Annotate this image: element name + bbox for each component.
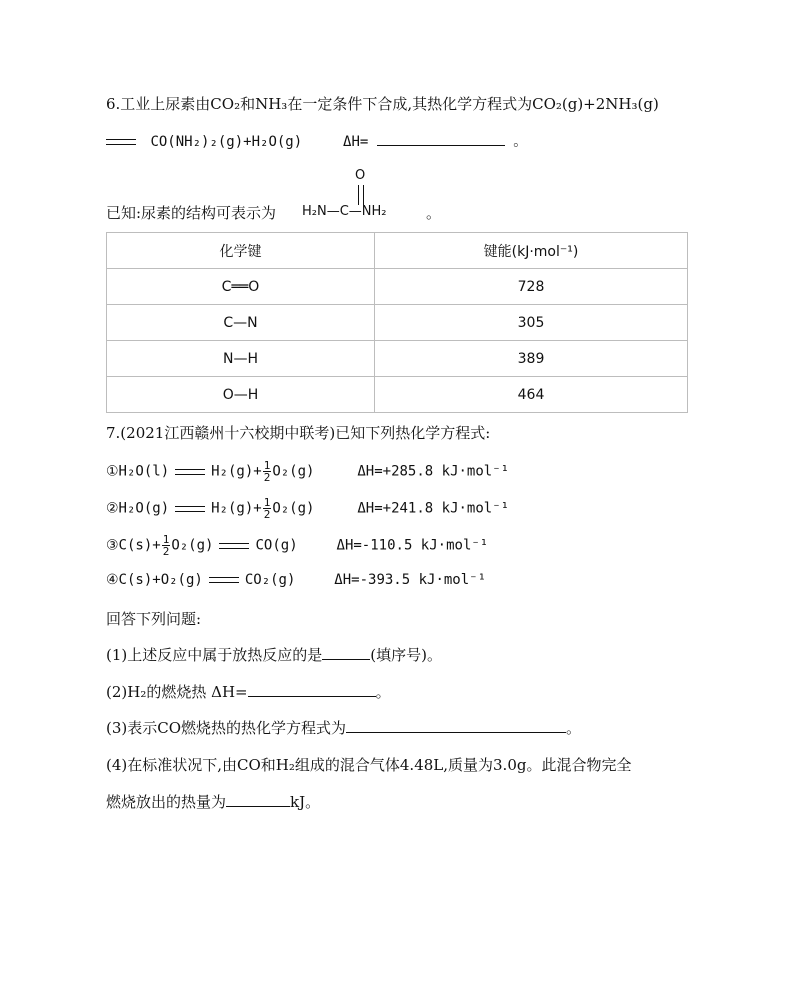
table-row xyxy=(107,305,688,341)
eq3-delta-h: ΔH=-110.5 kJ·mol⁻¹ xyxy=(336,537,489,554)
q6-text: 6.工业上尿素由CO₂和NH₃在一定条件下合成,其热化学方程式为CO₂(g)+2NH₃(g) xyxy=(106,95,659,113)
part2-text: (2)H₂的燃烧热 ΔH= xyxy=(106,683,248,701)
eq4-delta-h: ΔH=-393.5 kJ·mol⁻¹ xyxy=(334,572,487,588)
eq1-left: ①H₂O(l) xyxy=(106,463,170,480)
q6-line2 xyxy=(106,131,527,152)
energy-cell: 728 xyxy=(375,269,688,305)
q7-part2 xyxy=(106,682,391,702)
energy-cell: 305 xyxy=(375,305,688,341)
eq2-oxygen: O₂(g) xyxy=(272,500,315,517)
table-row xyxy=(107,269,688,305)
urea-structure xyxy=(302,168,432,224)
q6-known-text: 已知:尿素的结构可表示为 xyxy=(106,204,277,222)
q7-part4-line2 xyxy=(106,792,320,812)
part4-text-cont: 燃烧放出的热量为 xyxy=(106,793,227,811)
q7-intro-text: 7.(2021江西赣州十六校期中联考)已知下列热化学方程式: xyxy=(106,424,491,442)
fraction-half: $\frac{1}{2}$ xyxy=(162,533,170,558)
q7-answer-prompt xyxy=(106,609,201,629)
energy-cell: 389 xyxy=(375,341,688,377)
table-header-row xyxy=(107,233,688,269)
bond-energy-table xyxy=(106,232,688,413)
q7-eq3 xyxy=(106,534,488,557)
equilibrium-sign xyxy=(106,139,136,145)
q7-eq4 xyxy=(106,570,486,590)
energy-cell: 464 xyxy=(375,377,688,413)
eq2-delta-h: ΔH=+241.8 kJ·mol⁻¹ xyxy=(357,500,510,517)
bond-cell: O—H xyxy=(107,377,375,413)
q7-eq1 xyxy=(106,460,509,483)
part3-answer-blank[interactable] xyxy=(346,718,566,733)
part3-suffix: 。 xyxy=(566,719,582,737)
eq3-right: CO(g) xyxy=(255,537,298,554)
structure-chain: H₂N—C—NH₂ xyxy=(302,204,387,219)
part4-unit: kJ。 xyxy=(290,793,321,811)
bond-cell: C—N xyxy=(107,305,375,341)
q7-part1 xyxy=(106,645,442,665)
bond-cell: N—H xyxy=(107,341,375,377)
eq1-delta-h: ΔH=+285.8 kJ·mol⁻¹ xyxy=(357,463,510,480)
q6-known-period: 。 xyxy=(426,204,442,222)
eq4-left: ④C(s)+O₂(g) xyxy=(106,572,203,588)
fraction-half: $\frac{1}{2}$ xyxy=(263,496,271,521)
q7-intro xyxy=(106,423,490,443)
part1-suffix: (填序号)。 xyxy=(370,646,442,664)
q6-line1 xyxy=(106,94,659,114)
q6-products: CO(NH₂)₂(g)+H₂O(g) xyxy=(150,134,303,150)
q6-known-suffix xyxy=(426,203,441,223)
q6-delta-h: ΔH= xyxy=(343,134,369,150)
part2-answer-blank[interactable] xyxy=(248,682,376,697)
eq4-right: CO₂(g) xyxy=(244,572,296,588)
header-energy: 键能(kJ·mol⁻¹) xyxy=(375,233,688,269)
q7-part4-line1 xyxy=(106,755,631,775)
part2-suffix: 。 xyxy=(375,683,391,701)
eq1-right: H₂(g)+ xyxy=(211,463,262,480)
part4-answer-blank[interactable] xyxy=(226,792,290,807)
part1-text: (1)上述反应中属于放热反应的是 xyxy=(106,646,323,664)
eq2-right: H₂(g)+ xyxy=(211,500,262,517)
q7-eq2 xyxy=(106,497,509,520)
fraction-half: $\frac{1}{2}$ xyxy=(263,459,271,484)
table-row xyxy=(107,341,688,377)
structure-double-bond xyxy=(358,185,364,205)
q6-answer-blank[interactable] xyxy=(377,131,505,146)
q6-known-line xyxy=(106,203,276,223)
part3-text: (3)表示CO燃烧热的热化学方程式为 xyxy=(106,719,347,737)
equilibrium-sign xyxy=(175,506,205,512)
part4-text: (4)在标准状况下,由CO和H₂组成的混合气体4.48L,质量为3.0g。此混合物完全 xyxy=(106,756,632,774)
part1-answer-blank[interactable] xyxy=(322,645,370,660)
bond-cell: C══O xyxy=(107,269,375,305)
eq3-oxygen: O₂(g) xyxy=(171,537,214,554)
equilibrium-sign xyxy=(175,469,205,475)
eq3-left: ③C(s)+ xyxy=(106,537,161,554)
eq2-left: ②H₂O(g) xyxy=(106,500,170,517)
equilibrium-sign xyxy=(209,577,239,583)
eq1-oxygen: O₂(g) xyxy=(272,463,315,480)
structure-oxygen: O xyxy=(355,168,366,183)
table-row xyxy=(107,377,688,413)
answer-prompt-text: 回答下列问题: xyxy=(106,610,202,628)
q7-part3 xyxy=(106,718,581,738)
header-bond: 化学键 xyxy=(107,233,375,269)
q6-period: 。 xyxy=(513,134,528,150)
equilibrium-sign xyxy=(219,543,249,549)
